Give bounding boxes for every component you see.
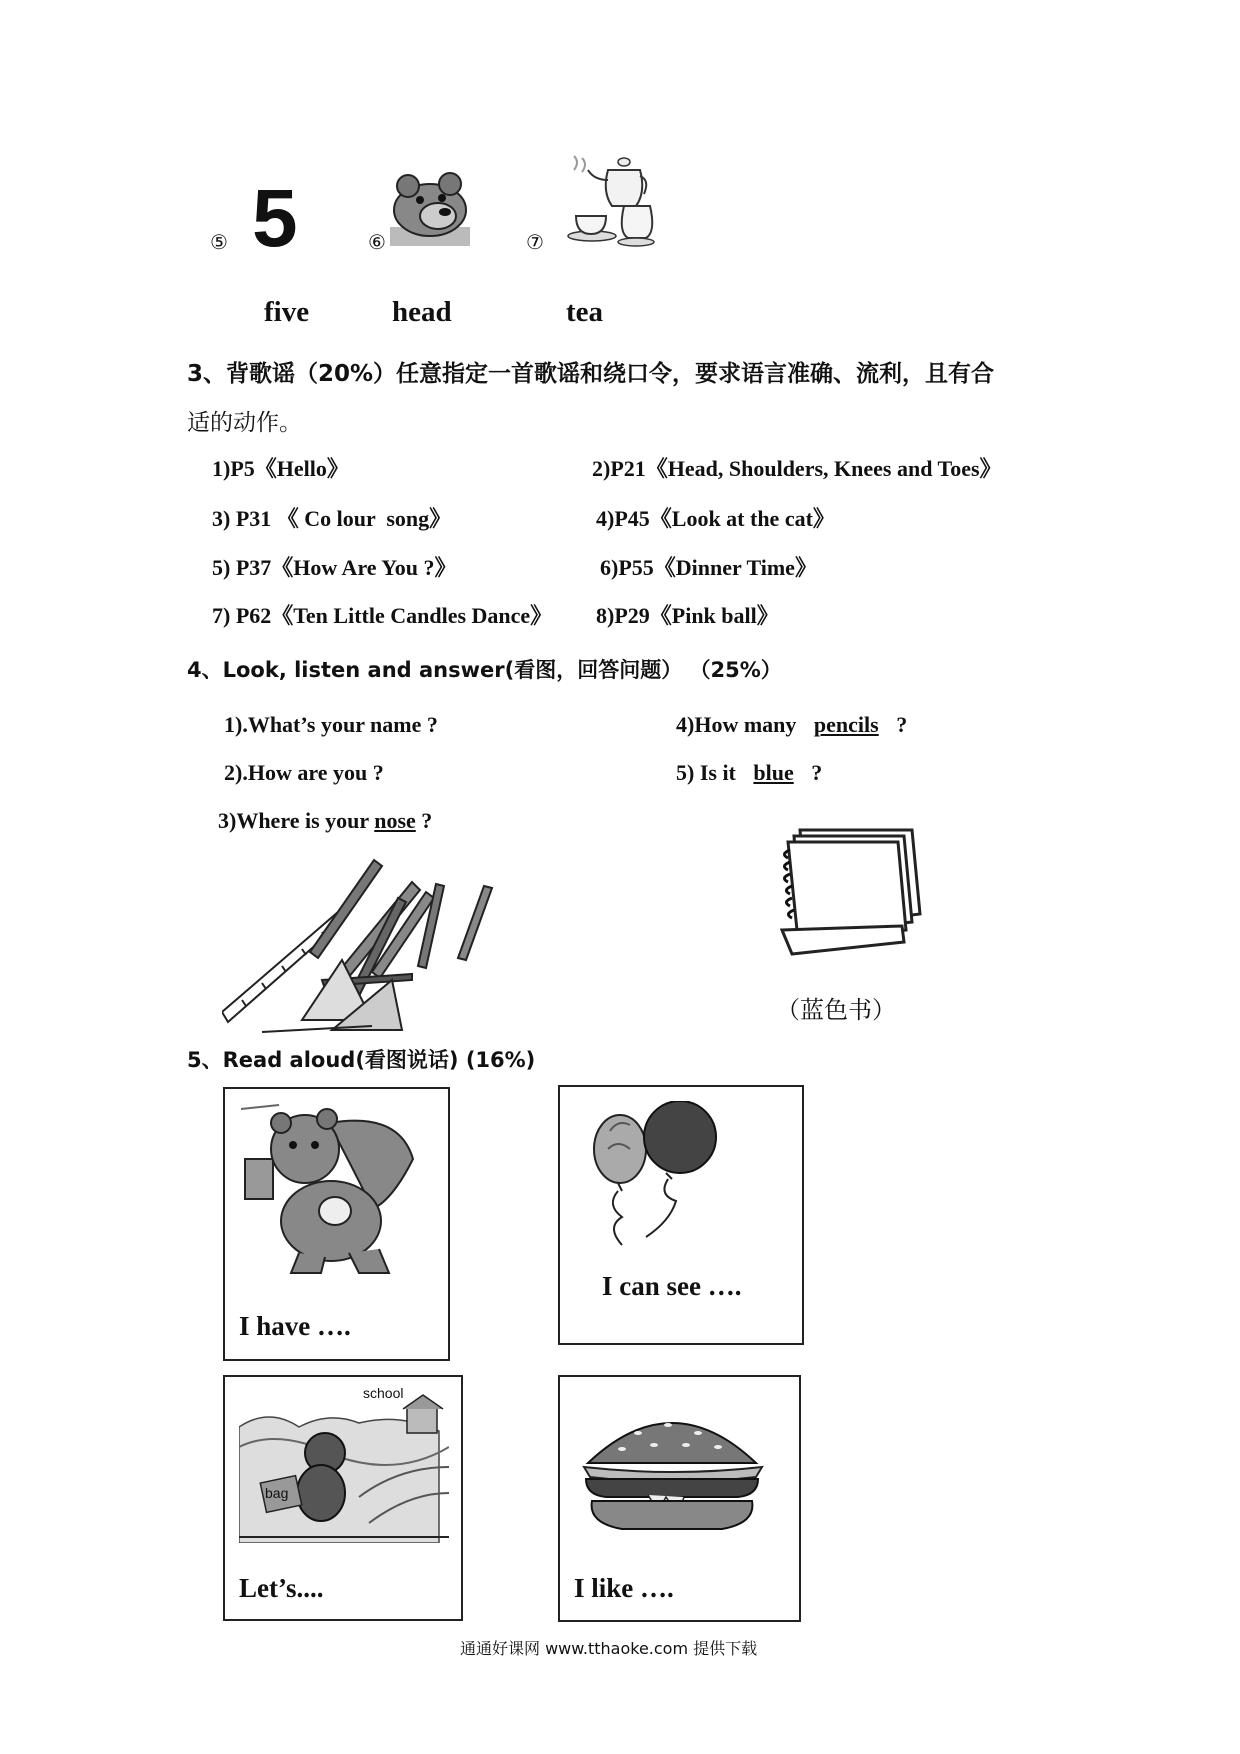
question-4	[676, 712, 907, 738]
question-5-suffix: ?	[805, 760, 823, 785]
bear-head-picture	[390, 172, 470, 246]
question-4-word: pencils	[813, 712, 879, 737]
question-5-word: blue	[753, 760, 794, 785]
question-4-prefix: 4)How many	[676, 712, 802, 737]
section4-heading: 4、Look, listen and answer(看图，回答问题） （25%）	[187, 658, 782, 682]
item-marker-7: ⑦	[526, 230, 544, 254]
section3-heading: 3、背歌谣（20%）任意指定一首歌谣和绕口令，要求语言准确、流利，且有合	[187, 361, 995, 387]
card-caption: I have ….	[239, 1311, 351, 1341]
picture-card-2	[558, 1085, 804, 1345]
question-3-suffix: ?	[415, 808, 433, 833]
item-marker-5: ⑤	[210, 230, 228, 254]
song-item: 5) P37《How Are You ?》	[212, 555, 457, 580]
question-2: 2).How are you ?	[224, 760, 384, 785]
tea-set-picture	[564, 150, 664, 250]
bag-label: bag	[265, 1485, 289, 1501]
item-marker-6: ⑥	[368, 230, 386, 254]
word-head: head	[392, 296, 452, 328]
word-tea: tea	[566, 296, 604, 328]
song-item: 2)P21《Head, Shoulders, Knees and Toes》	[592, 456, 1002, 481]
picture-card-1	[223, 1087, 450, 1361]
school-scene-picture	[239, 1387, 449, 1543]
song-item: 4)P45《Look at the cat》	[596, 506, 835, 531]
school-label: school	[363, 1385, 404, 1401]
pencils-picture	[222, 840, 522, 1040]
card-caption: I like ….	[574, 1573, 674, 1603]
question-3-prefix: 3)Where is your	[218, 808, 375, 833]
picture-card-4	[558, 1375, 801, 1622]
book-caption: （蓝色书）	[776, 996, 896, 1024]
song-item: 7) P62《Ten Little Candles Dance》	[212, 603, 553, 628]
question-3-word: nose	[374, 808, 416, 833]
question-5	[676, 760, 822, 786]
section3-heading-cont: 适的动作。	[187, 410, 302, 436]
notebook-picture	[752, 810, 932, 972]
balloons-picture	[588, 1101, 728, 1251]
footer-text: 通通好课网 www.tthaoke.com 提供下载	[460, 1639, 758, 1658]
bear-with-cape-picture	[239, 1103, 415, 1277]
song-item: 6)P55《Dinner Time》	[600, 555, 817, 580]
word-five: five	[264, 296, 310, 328]
song-item: 1)P5《Hello》	[212, 456, 349, 481]
number-five: 5	[252, 173, 298, 264]
section5-heading: 5、Read aloud(看图说话) (16%)	[187, 1048, 536, 1072]
question-5-prefix: 5) Is it	[676, 760, 742, 785]
hamburger-picture	[578, 1407, 766, 1537]
card-caption: Let’s....	[239, 1573, 324, 1603]
song-item: 8)P29《Pink ball》	[596, 603, 779, 628]
picture-card-3	[223, 1375, 463, 1621]
song-item: 3) P31 《 Co lour song》	[212, 506, 452, 531]
card-caption: I can see ….	[602, 1271, 742, 1301]
question-3	[218, 808, 432, 834]
question-1: 1).What’s your name ?	[224, 712, 438, 737]
question-4-suffix: ?	[890, 712, 908, 737]
